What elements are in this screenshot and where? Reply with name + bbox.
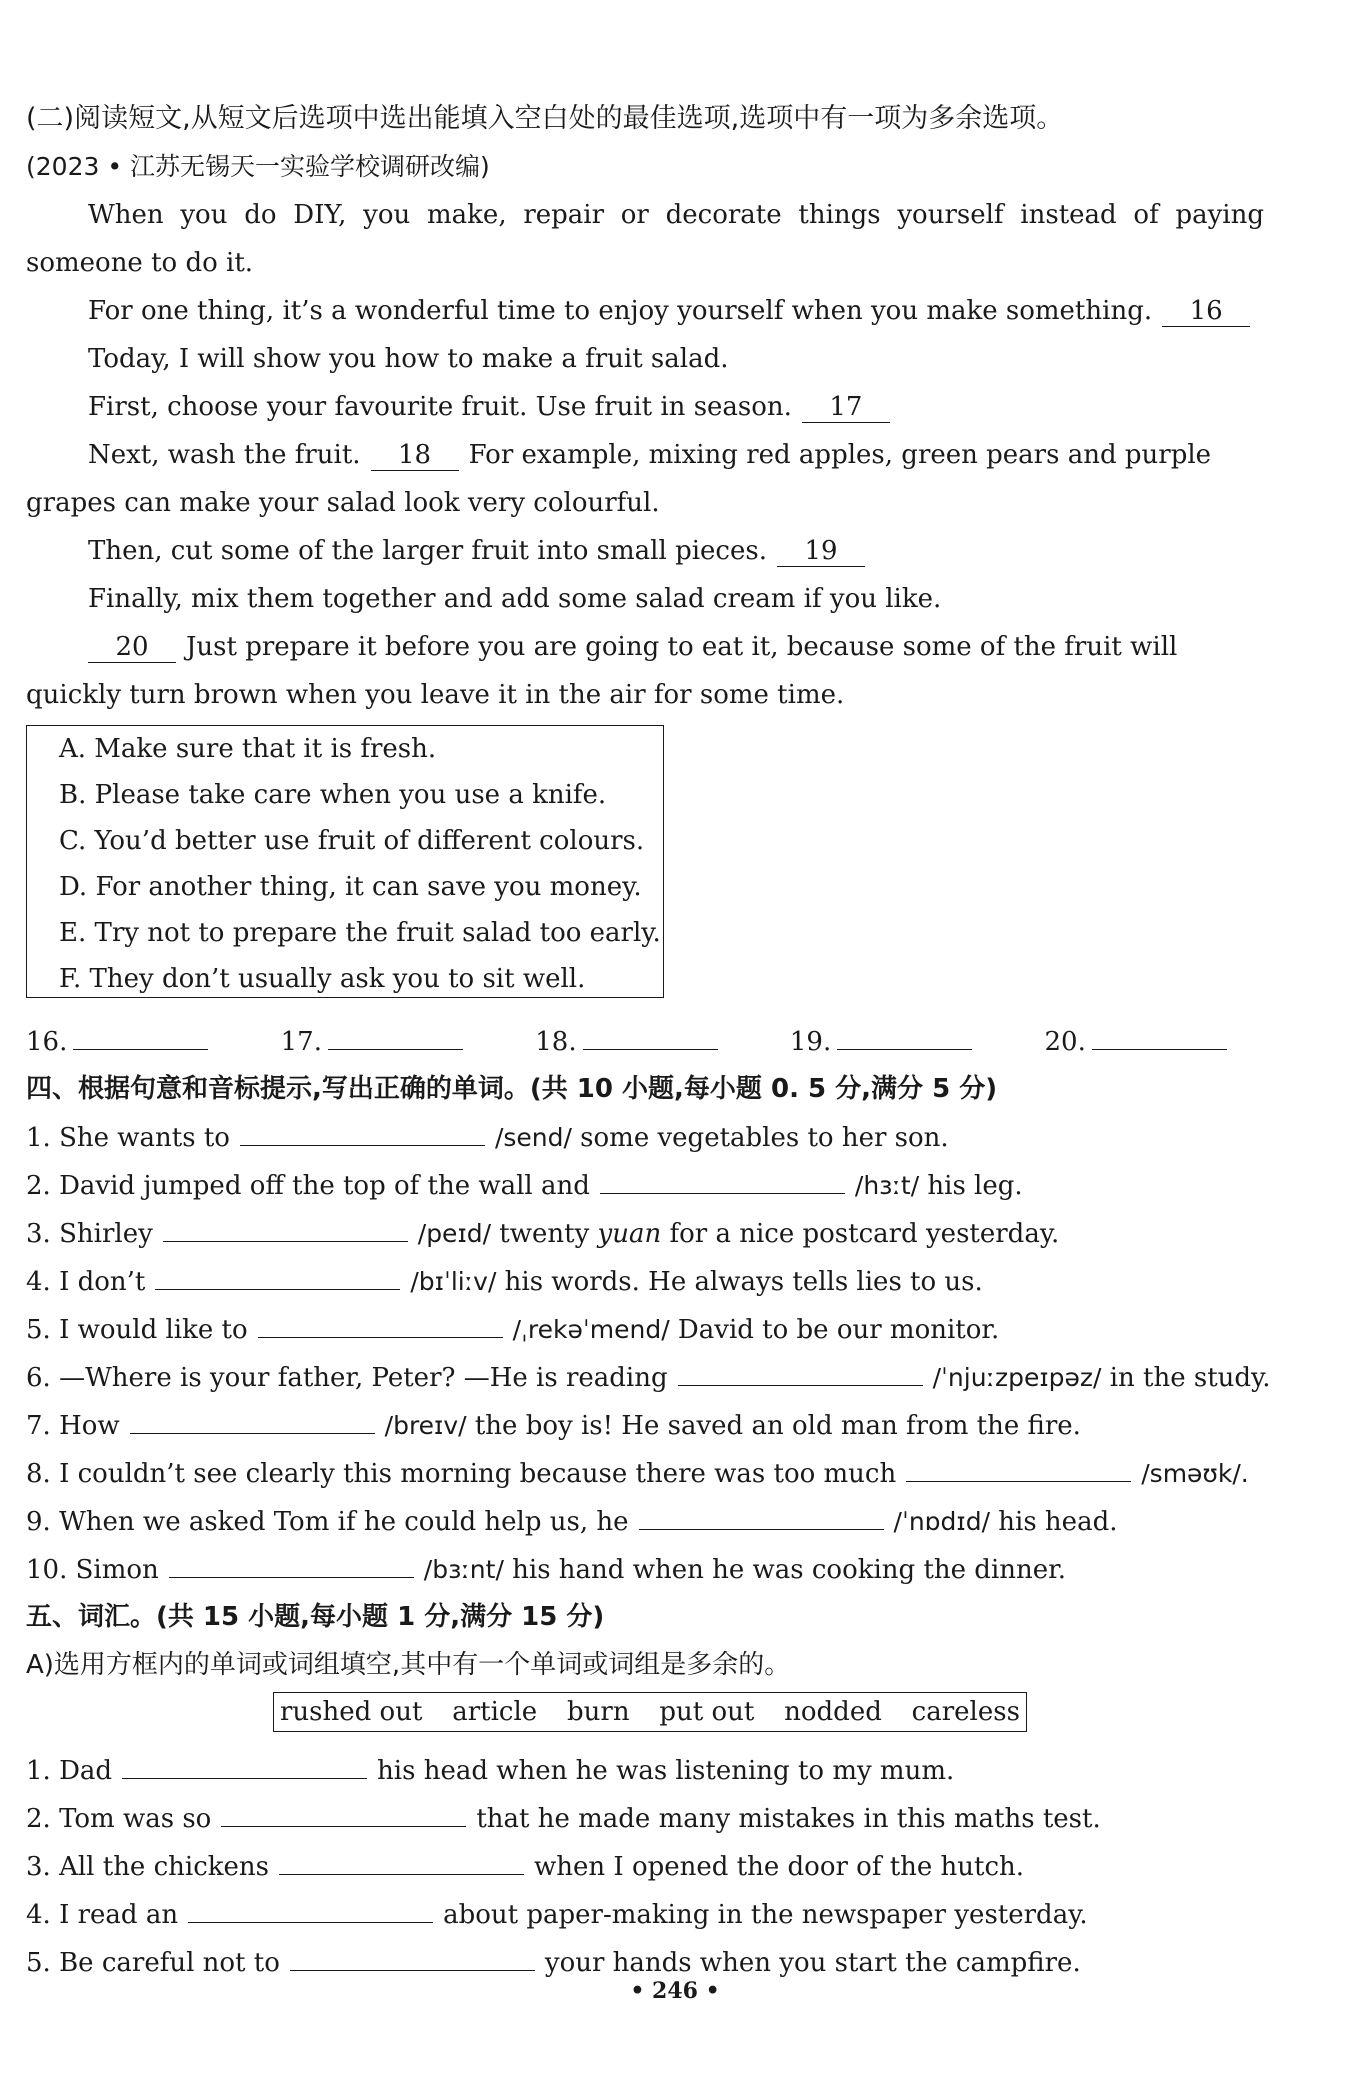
blank-20[interactable]: 20 [88,630,176,663]
passage-text: First, choose your favourite fruit. Use fruit in season. [88,392,792,422]
item-text: 1. She wants to [26,1123,230,1153]
word-bank-item: nodded [784,1697,882,1727]
s4-item-10 [26,1545,1310,1593]
word-bank-item: put out [659,1697,755,1727]
s4-blank-3[interactable] [163,1209,408,1242]
s4-blank-6[interactable] [678,1353,923,1386]
answer-item [1045,1017,1237,1066]
passage-line-8 [88,527,1310,575]
blank-16[interactable]: 16 [1162,294,1250,327]
item-text: David to be our monitor. [677,1315,1000,1345]
s4-item-5 [26,1305,1310,1353]
s4-blank-2[interactable] [600,1161,845,1194]
s5-item-4 [26,1890,1310,1938]
item-text: 5. Be careful not to [26,1948,280,1978]
item-text: the boy is! He saved an old man from the fire. [474,1411,1081,1441]
section5-heading: 五、词汇。(共 15 小题,每小题 1 分,满分 15 分) [26,1602,605,1632]
answer-blank-17[interactable] [328,1017,463,1050]
item-text: for a nice postcard yesterday. [669,1219,1060,1249]
item-text: that he made many mistakes in this maths test. [476,1804,1101,1834]
passage-text: For one thing, it’s a wonderful time to enjoy yourself when you make something. [88,296,1153,326]
item-text: in the study. [1109,1363,1271,1393]
item-text: 4. I read an [26,1900,179,1930]
passage-line-3 [88,287,1310,335]
passage-line-11: quickly turn brown when you leave it in the air for some time. [26,680,845,710]
answer-row [26,1017,1291,1065]
s5-item-3 [26,1842,1310,1890]
item-text: 7. How [26,1411,120,1441]
item-text: 3. Shirley [26,1219,153,1249]
word-bank-item: burn [567,1697,630,1727]
answer-label: 17. [280,1027,322,1057]
s4-item-1 [26,1113,1310,1161]
item-italic: yuan [597,1219,662,1249]
item-text: 9. When we asked Tom if he could help us, he [26,1507,629,1537]
word-bank-item: article [452,1697,538,1727]
s4-item-4 [26,1257,1310,1305]
s5-blank-1[interactable] [122,1746,367,1779]
item-text: 1. Dad [26,1756,113,1786]
answer-item [281,1017,473,1066]
s5-blank-2[interactable] [221,1794,466,1827]
answer-blank-20[interactable] [1092,1017,1227,1050]
passage-text: Then, cut some of the larger fruit into small pieces. [88,536,767,566]
phonetic: /send/ [494,1123,572,1152]
s4-blank-4[interactable] [155,1257,400,1290]
passage-line-1: When you do DIY, you make, repair or decorate things yourself instead of paying [88,200,1264,230]
answer-item [790,1017,982,1066]
item-text: 10. Simon [26,1555,159,1585]
section4-heading: 四、根据句意和音标提示,写出正确的单词。(共 10 小题,每小题 0. 5 分,满分 5 分) [26,1074,998,1104]
answer-item [535,1017,727,1066]
item-text: 4. I don’t [26,1267,146,1297]
option-e: E. Try not to prepare the fruit salad too early. [59,918,661,948]
phonetic: /bɜːnt/ [423,1555,504,1584]
word-bank-item: careless [911,1697,1020,1727]
item-text: his leg. [927,1171,1023,1201]
section2-heading: (二)阅读短文,从短文后选项中选出能填入空白处的最佳选项,选项中有一项为多余选项。 [26,103,1064,134]
answer-blank-16[interactable] [73,1017,208,1050]
item-text: your hands when you start the campfire. [544,1948,1081,1978]
answer-label: 16. [26,1027,68,1057]
s4-item-9 [26,1497,1310,1545]
item-text: his head. [998,1507,1118,1537]
passage-line-9: Finally, mix them together and add some salad cream if you like. [88,584,942,614]
passage-text: Next, wash the fruit. [88,440,361,470]
option-a: A. Make sure that it is fresh. [59,734,437,764]
option-f: F. They don’t usually ask you to sit well. [59,964,586,994]
answer-item [26,1017,218,1066]
item-text: twenty [499,1219,590,1249]
phonetic: /bɪˈliːv/ [410,1267,497,1296]
s5-item-1 [26,1746,1310,1794]
item-text: about paper-making in the newspaper yesterday. [443,1900,1088,1930]
answer-label: 20. [1044,1027,1086,1057]
option-b: B. Please take care when you use a knife. [59,780,607,810]
s4-item-3 [26,1209,1310,1257]
passage-line-10 [88,623,1310,671]
s4-blank-10[interactable] [169,1545,414,1578]
item-text: 2. Tom was so [26,1804,212,1834]
s4-item-7 [26,1401,1310,1449]
phonetic: /peɪd/ [417,1219,492,1248]
page-number: • 246 • [630,1978,720,2004]
item-text: 6. —Where is your father, Peter? —He is reading [26,1363,668,1393]
s5-blank-3[interactable] [279,1842,524,1875]
passage-text: For example, mixing red apples, green pears and purple [468,440,1212,470]
option-d: D. For another thing, it can save you money. [59,872,642,902]
answer-label: 18. [535,1027,577,1057]
phonetic: /hɜːt/ [854,1171,920,1200]
passage-line-2: someone to do it. [26,248,254,278]
s4-item-8 [26,1449,1310,1497]
passage-line-4: Today, I will show you how to make a fruit salad. [88,344,729,374]
passage-line-6 [88,431,1310,479]
s4-item-2 [26,1161,1310,1209]
s4-item-6 [26,1353,1310,1401]
word-bank-box [273,1692,1027,1732]
blank-17[interactable]: 17 [802,390,890,423]
s4-blank-1[interactable] [240,1113,485,1146]
item-text: 5. I would like to [26,1315,248,1345]
word-bank-item: rushed out [280,1697,423,1727]
item-text: when I opened the door of the hutch. [534,1852,1025,1882]
item-text: his head when he was listening to my mum. [377,1756,955,1786]
phonetic: /ˌrekəˈmend/ [512,1315,670,1344]
answer-blank-18[interactable] [583,1017,718,1050]
item-text: 3. All the chickens [26,1852,270,1882]
phonetic: /breɪv/ [384,1411,467,1440]
option-c: C. You’d better use fruit of different colours. [59,826,645,856]
answer-label: 19. [789,1027,832,1057]
item-text: 2. David jumped off the top of the wall and [26,1171,590,1201]
blank-19[interactable]: 19 [777,534,865,567]
section5-subheading: A)选用方框内的单词或词组填空,其中有一个单词或词组是多余的。 [26,1650,791,1680]
s5-blank-4[interactable] [188,1890,433,1923]
item-text: some vegetables to her son. [580,1123,949,1153]
s4-blank-9[interactable] [639,1497,884,1530]
passage-line-5 [88,383,1310,431]
options-box [26,725,664,998]
item-text: 8. I couldn’t see clearly this morning because there was too much [26,1459,897,1489]
s5-blank-5[interactable] [290,1938,535,1971]
phonetic: /sməʊk/. [1141,1459,1249,1488]
blank-18[interactable]: 18 [371,438,459,471]
answer-blank-19[interactable] [837,1017,972,1050]
passage-line-7: grapes can make your salad look very colourful. [26,488,660,518]
s5-item-2 [26,1794,1310,1842]
s4-blank-8[interactable] [906,1449,1131,1482]
phonetic: /ˈnjuːzpeɪpəz/ [932,1363,1102,1392]
s4-blank-7[interactable] [130,1401,375,1434]
section2-source: (2023 • 江苏无锡天一实验学校调研改编) [26,152,490,181]
item-text: his words. He always tells lies to us. [504,1267,983,1297]
s4-blank-5[interactable] [258,1305,503,1338]
passage-text: Just prepare it before you are going to eat it, because some of the fruit will [186,632,1178,662]
item-text: his hand when he was cooking the dinner. [512,1555,1066,1585]
phonetic: /ˈnɒdɪd/ [893,1507,990,1536]
